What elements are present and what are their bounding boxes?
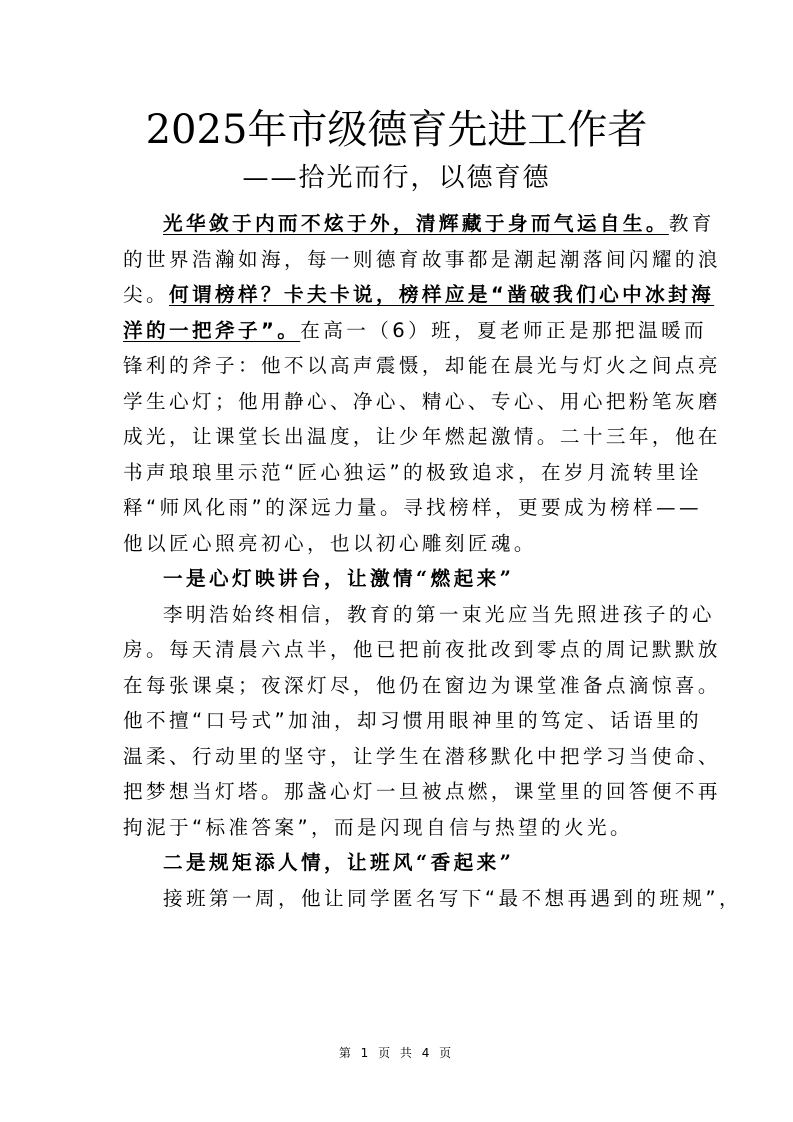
text-span: 他不擅“口号式”加油，却习惯用眼神里的笃定、话语里的 (123, 709, 702, 732)
text-span: 接班第一周，他让同学匿名写下“最不想再遇到的班规”， (163, 886, 742, 910)
text-span: 书声琅琅里示范“匠心独运”的极致追求，在岁月流转里诠 (123, 460, 702, 484)
text-span: 拘泥于“标准答案”，而是闪现自信与热望的火光。 (123, 815, 633, 839)
document-body (123, 206, 742, 916)
page-footer: 第 1 页 共 4 页 (338, 1046, 455, 1060)
text-span: 的世界浩瀚如海，每一则德育故事都是潮起潮落间闪耀的浪 (123, 247, 721, 271)
text-line (123, 313, 707, 349)
text-line (123, 632, 721, 668)
text-span: 李明浩始终相信，教育的第一束光应当先照进孩子的心 (163, 602, 715, 626)
underlined-quote: 洋的一把斧子”。 (123, 318, 301, 342)
text-line (123, 881, 742, 917)
text-span: 把梦想当灯塔。那盏心灯一旦被点燃，课堂里的回答便不再 (123, 780, 721, 803)
text-line (123, 242, 721, 278)
text-line (123, 419, 721, 455)
text-span: 温柔、行动里的坚守，让学生在潜移默化中把学习当使命、 (123, 744, 721, 768)
document-subtitle: ——拾光而行，以德育德 (242, 163, 551, 193)
text-span: 在高一（6）班，夏老师正是那把温暖而 (300, 318, 707, 342)
text-span: 他以匠心照亮初心，也以初心雕刻匠魂。 (123, 531, 537, 555)
text-line (123, 810, 675, 846)
text-span: 教育 (668, 212, 715, 235)
text-span: 锋利的斧子：他不以高声震慑，却能在晨光与灯火之间点亮 (123, 354, 721, 377)
text-span: 二是规矩添人情，让班风“香起来” (163, 851, 515, 874)
text-line (123, 384, 721, 420)
underlined-quote: 何谓榜样？卡夫卡说，榜样应是“凿破我们心中冰封海 (169, 283, 715, 306)
text-span: 一是心灯映讲台，让激情“燃起来” (163, 567, 515, 590)
text-line (123, 455, 702, 491)
text-line (123, 348, 721, 384)
text-span: 在每张课桌；夜深灯尽，他仍在窗边为课堂准备点滴惊喜。 (123, 673, 721, 697)
text-line (123, 774, 721, 810)
text-span: 尖。 (123, 283, 169, 306)
text-line (123, 703, 702, 739)
document-title: 2025年市级德育先进工作者 (145, 107, 648, 153)
section-heading (123, 845, 675, 881)
text-line (123, 277, 715, 313)
text-line (123, 526, 675, 562)
text-span: 成光，让课堂长出温度，让少年燃起激情。二十三年，他在 (123, 425, 721, 448)
text-line (123, 739, 721, 775)
text-span: 学生心灯；他用静心、净心、精心、专心、用心把粉笔灰磨 (123, 389, 721, 413)
text-line (123, 490, 702, 526)
text-line (123, 206, 715, 242)
section-heading (123, 561, 675, 597)
text-span: 房。每天清晨六点半，他已把前夜批改到零点的周记默默放 (123, 638, 721, 661)
text-line (123, 668, 721, 704)
underlined-quote: 光华敛于内而不炫于外，清辉藏于身而气运自生。 (163, 212, 669, 235)
text-line (123, 597, 715, 633)
text-span: 释“师风化雨”的深远力量。寻找榜样，更要成为榜样—— (123, 496, 702, 519)
